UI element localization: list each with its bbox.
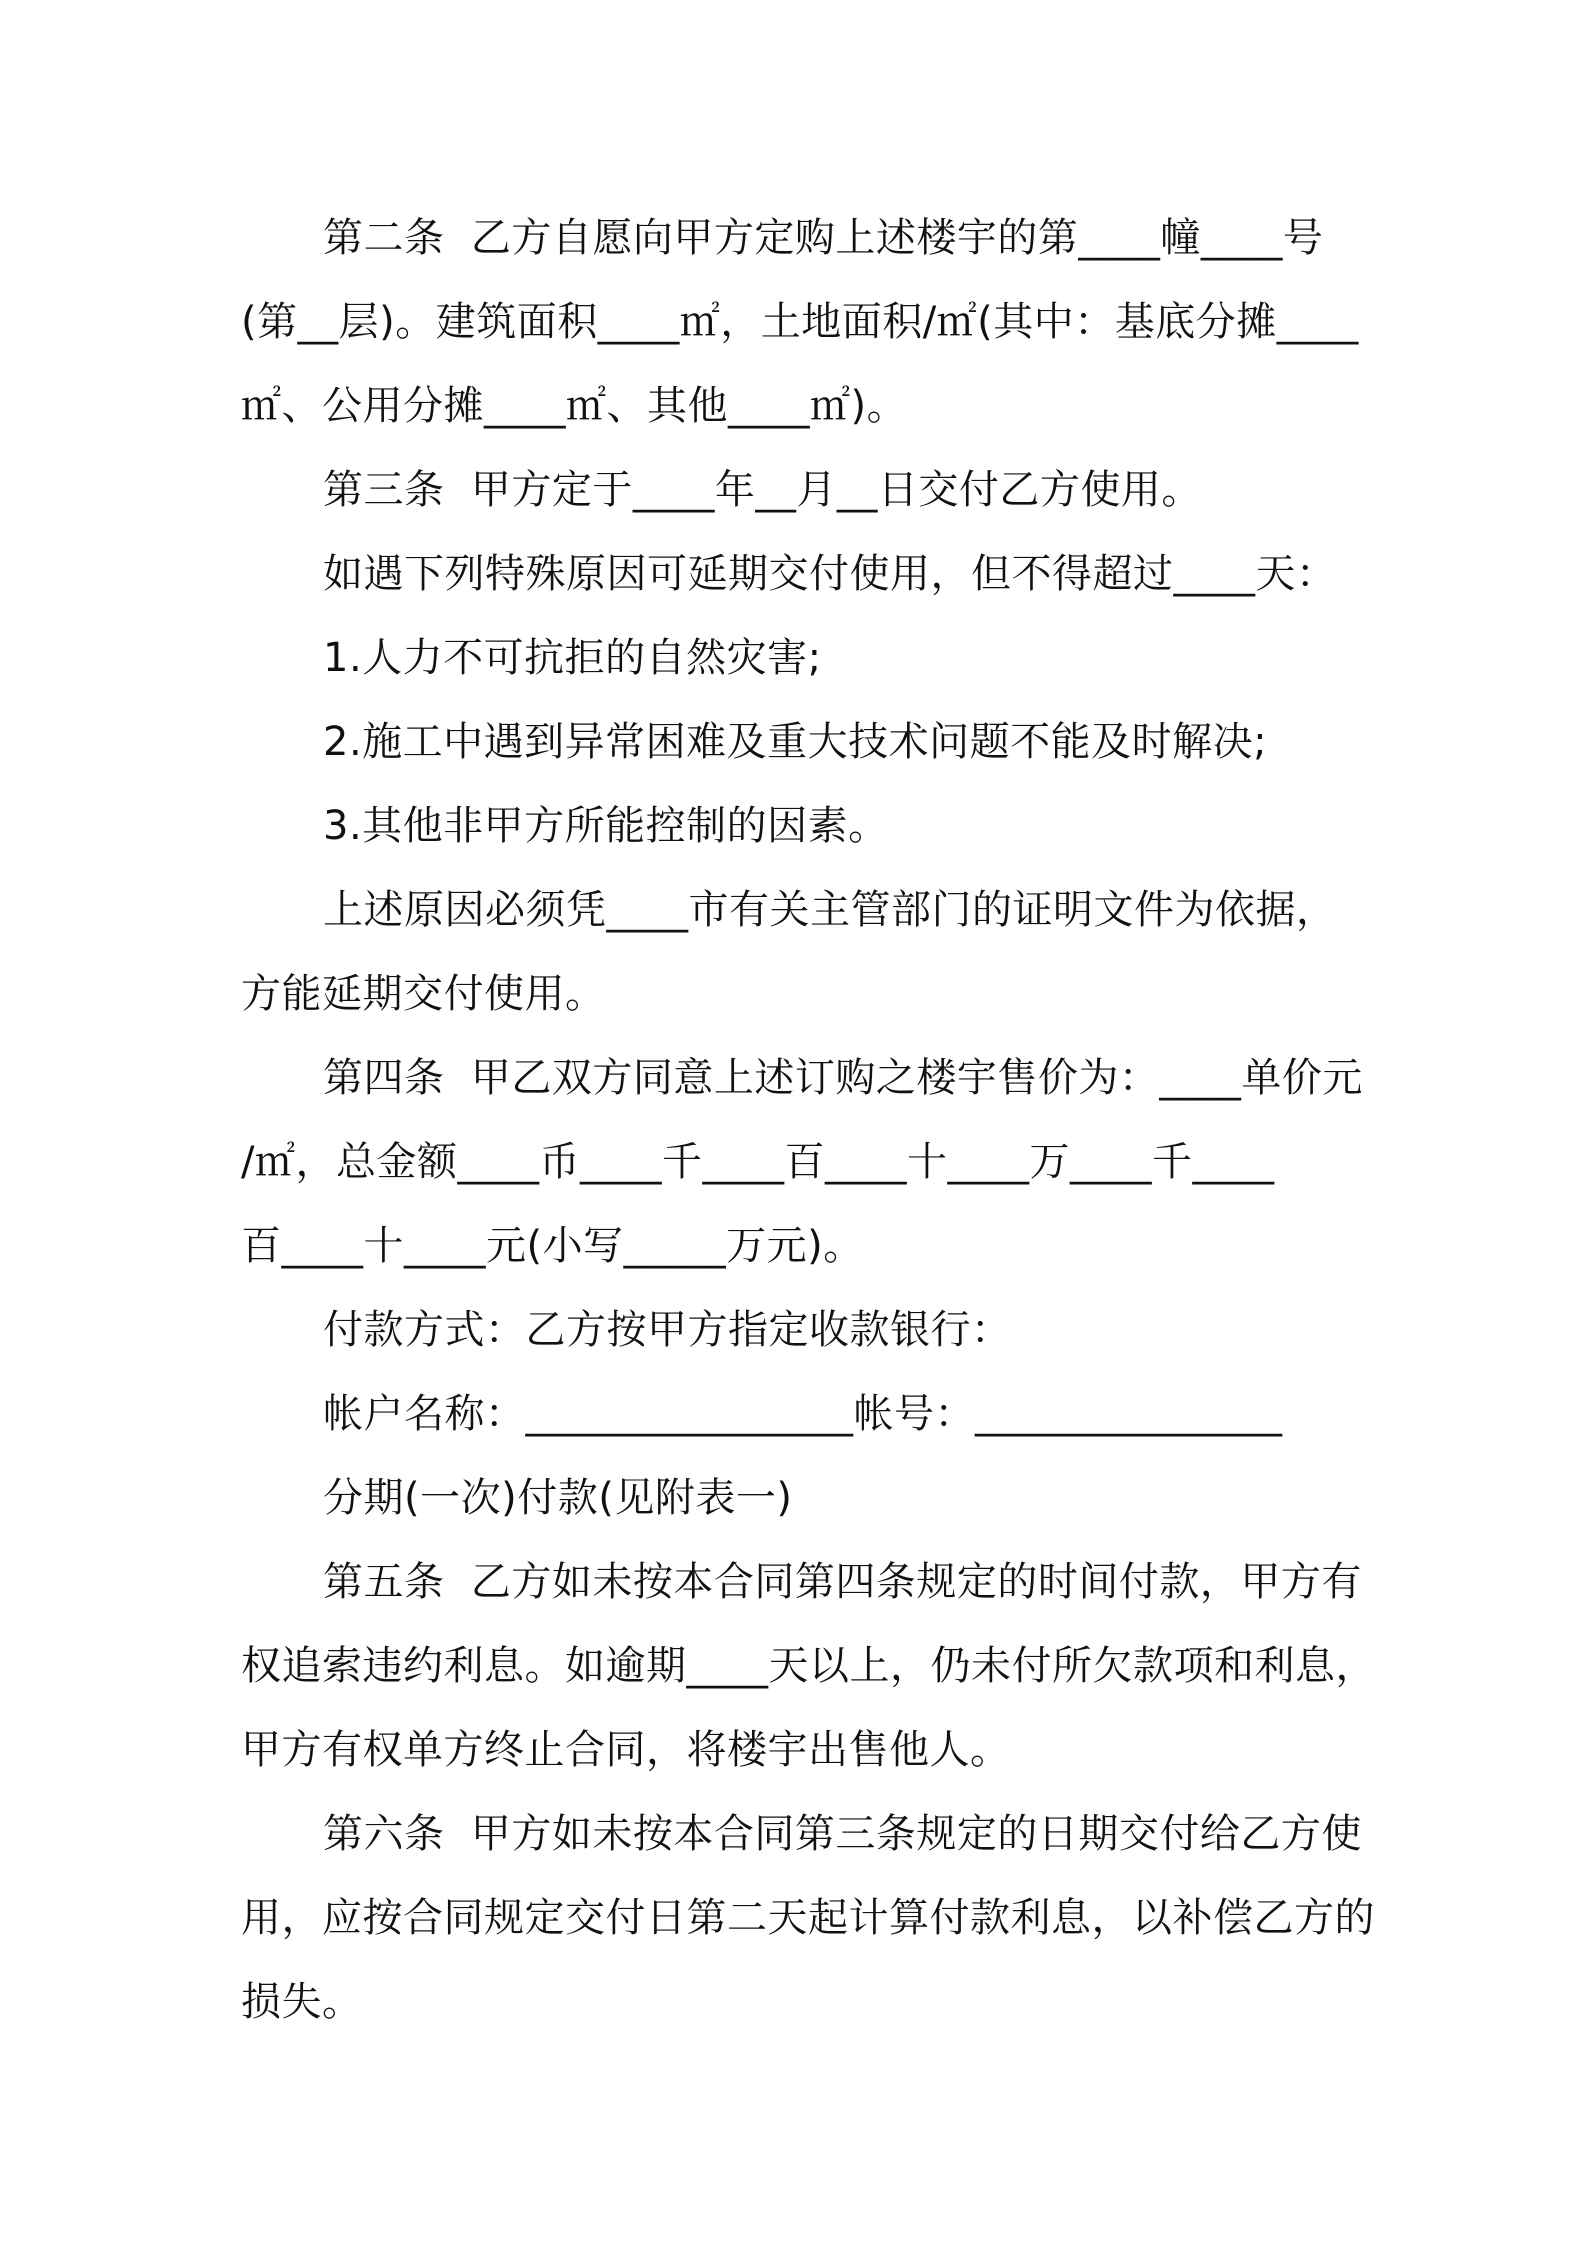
delay-reason-3: 3.其他非甲方所能控制的因素。 xyxy=(323,803,889,849)
contract-text xyxy=(241,196,1376,2044)
installment-note: 分期(一次)付款(见附表一) xyxy=(323,1475,793,1521)
article-6-line-1: 第六条 甲方如未按本合同第三条规定的日期交付给乙方使 xyxy=(323,1811,1362,1857)
article-2-line-1: 第二条 乙方自愿向甲方定购上述楼宇的第____幢____号 xyxy=(323,215,1324,261)
article-3-line-1: 第三条 甲方定于____年__月__日交付乙方使用。 xyxy=(323,467,1202,513)
article-6-line-3: 损失。 xyxy=(241,1979,363,2025)
article-4-line-1: 第四条 甲乙双方同意上述订购之楼宇售价为：____单价元 xyxy=(323,1055,1363,1101)
article-2-line-3: ㎡、公用分摊____㎡、其他____㎡)。 xyxy=(241,383,908,429)
article-5-line-1: 第五条 乙方如未按本合同第四条规定的时间付款，甲方有 xyxy=(323,1559,1362,1605)
payment-method: 付款方式：乙方按甲方指定收款银行： xyxy=(323,1307,1012,1353)
article-6-line-2: 用，应按合同规定交付日第二天起计算付款利息，以补偿乙方的 xyxy=(241,1895,1375,1941)
evidence-clause-line-1: 上述原因必须凭____市有关主管部门的证明文件为依据， xyxy=(323,887,1337,933)
delay-clause: 如遇下列特殊原因可延期交付使用，但不得超过____天： xyxy=(323,551,1337,597)
article-4-line-3: 百____十____元(小写_____万元)。 xyxy=(241,1223,864,1269)
article-5-line-2: 权追索违约利息。如逾期____天以上，仍未付所欠款项和利息， xyxy=(241,1643,1376,1689)
account-info: 帐户名称：________________帐号：_______________ xyxy=(323,1391,1283,1437)
article-2-line-2: (第__层)。建筑面积____㎡，土地面积/㎡(其中：基底分摊____ xyxy=(241,299,1359,345)
delay-reason-1: 1.人力不可抗拒的自然灾害; xyxy=(323,635,822,681)
evidence-clause-line-2: 方能延期交付使用。 xyxy=(241,971,606,1017)
article-5-line-3: 甲方有权单方终止合同，将楼宇出售他人。 xyxy=(241,1727,1011,1773)
article-4-line-2: /㎡，总金额____币____千____百____十____万____千____ xyxy=(241,1139,1275,1185)
delay-reason-2: 2.施工中遇到异常困难及重大技术问题不能及时解决; xyxy=(323,719,1268,765)
